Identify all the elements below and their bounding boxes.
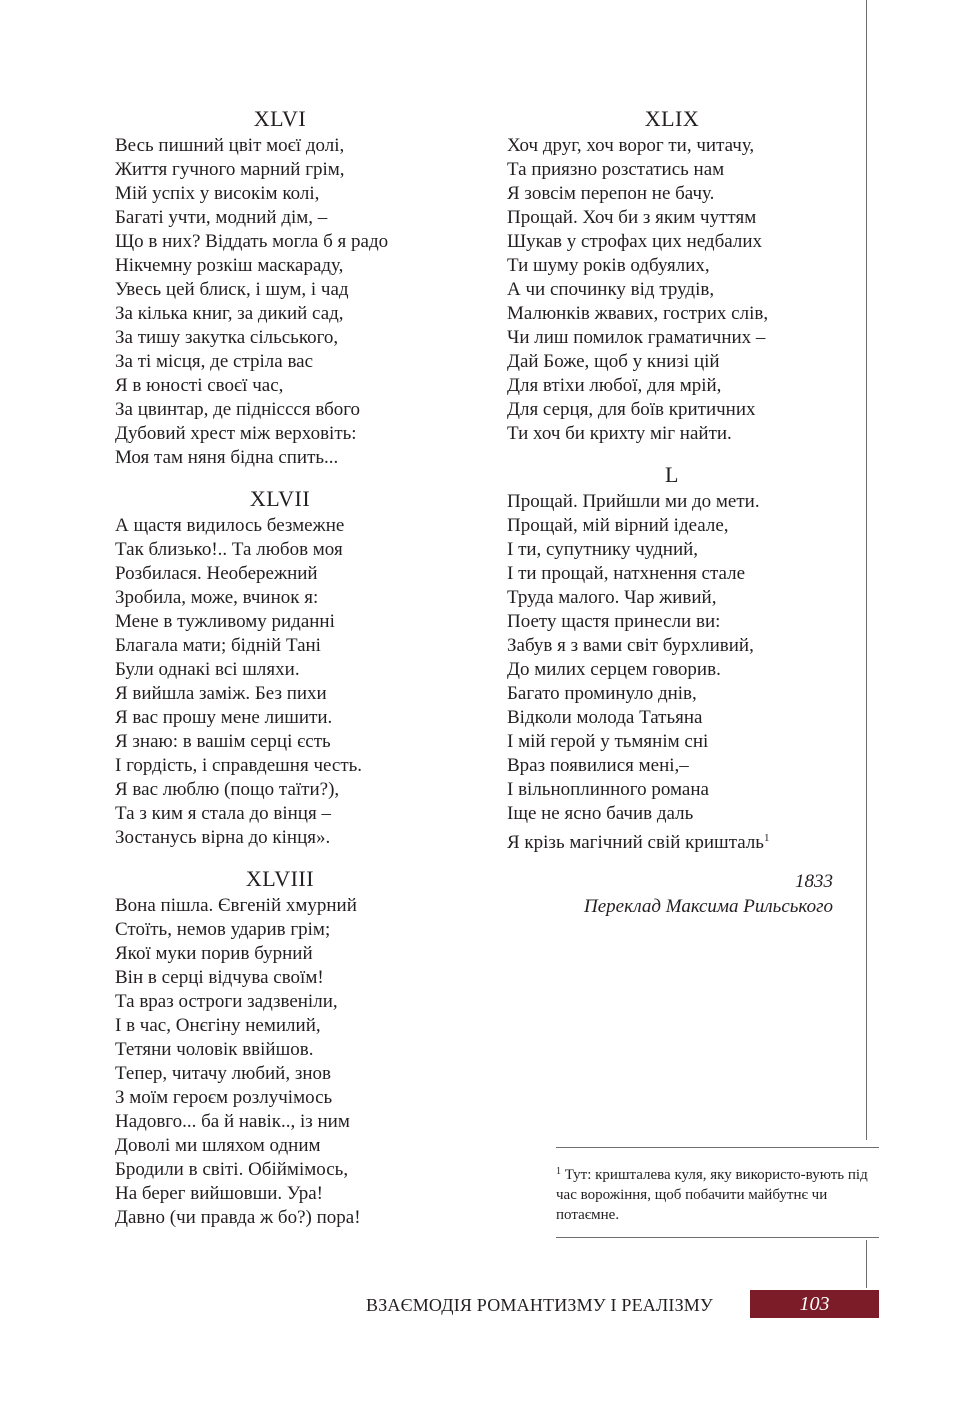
stanza-xlvi [115, 104, 445, 470]
verse-line: І ти, супутнику чудний, [507, 539, 699, 560]
verse-line: Для втіхи любої, для мрій, [507, 375, 722, 396]
stanza-title: XLIX [644, 106, 700, 131]
verse-line: Мене в тужливому риданні [115, 611, 335, 632]
verse-line: Надовго... ба й навік.., із ним [115, 1111, 350, 1132]
left-column [115, 104, 445, 1244]
right-column [507, 104, 837, 919]
verse-line: Так близько!.. Та любов моя [115, 539, 343, 560]
verse-line: Іще не ясно бачив даль [507, 803, 694, 824]
stanza-title: XLVI [253, 106, 307, 131]
footnote-reference[interactable]: 1 [763, 832, 770, 844]
verse-line: І в час, Онєгіну немилий, [115, 1015, 321, 1036]
verse-line: А щастя видилось безмежне [115, 515, 345, 536]
verse-line: Та враз остроги задзвеніли, [115, 991, 338, 1012]
verse-line: За цвинтар, де підніссся вбого [115, 399, 361, 420]
running-footer-title: ВЗАЄМОДІЯ РОМАНТИЗМУ І РЕАЛІЗМУ [366, 1295, 713, 1315]
verse-line: Відколи молода Татьяна [507, 707, 703, 728]
verse-line: Були однакі всі шляхи. [115, 659, 300, 680]
verse-line: Поету щастя принесли ви: [507, 611, 721, 632]
stanza-l [507, 460, 837, 855]
verse-line: Зробила, може, вчинок я: [115, 587, 319, 608]
footnote [556, 1147, 879, 1238]
verse-line: Тепер, читачу любий, знов [115, 1063, 331, 1084]
verse-line: Нікчемну розкіш маскараду, [115, 255, 344, 276]
verse-line: Враз появилися мені,– [507, 755, 689, 776]
verse-line: Бродили в світі. Обіймімось, [115, 1159, 349, 1180]
verse-line: А чи спочинку від трудів, [507, 279, 715, 300]
verse-line: За кілька книг, за дикий сад, [115, 303, 344, 324]
verse-line: Якої муки порив бурний [115, 943, 313, 964]
verse-line: Ти шуму років одбуялих, [507, 255, 710, 276]
margin-rule-bottom [866, 1240, 867, 1288]
verse-line: Прощай. Хоч би з яким чуттям [507, 207, 757, 228]
verse-line: Я вас прошу мене лишити. [115, 707, 333, 728]
verse-line: Та приязно розстатись нам [507, 159, 725, 180]
verse-line: І гордість, і справдешня честь. [115, 755, 363, 776]
verse-line: До милих серцем говорив. [507, 659, 721, 680]
stanza-xlix [507, 104, 837, 446]
verse-line: Малюнків жвавих, гострих слів, [507, 303, 769, 324]
verse-line: Стоїть, немов ударив грім; [115, 919, 331, 940]
verse-line: Хоч друг, хоч ворог ти, читачу, [507, 135, 755, 156]
verse-line: Моя там няня бідна спить... [115, 447, 339, 468]
verse-line: Труда малого. Чар живий, [507, 587, 717, 608]
verse-line: Давно (чи правда ж бо?) пора! [115, 1207, 361, 1228]
stanza-title: XLVIII [245, 866, 315, 891]
verse-line: Ти хоч би крихту міг найти. [507, 423, 732, 444]
verse-line: І вільноплинного романа [507, 779, 709, 800]
verse-line: Увесь цей блиск, і шум, і чад [115, 279, 349, 300]
verse-line: За тишу закутка сільського, [115, 327, 339, 348]
verse-line: Багато проминуло днів, [507, 683, 697, 704]
footnote-text: Тут: кришталева куля, яку використо-вують під час ворожіння, щоб побачити майбутнє чи потаємне. [556, 1167, 868, 1223]
verse-line: Я зовсім перепон не бачу. [507, 183, 715, 204]
verse-line: Благала мати; бідній Тані [115, 635, 321, 656]
verse-line: Життя гучного марний грім, [115, 159, 345, 180]
verse-line: Та з ким я стала до вінця – [115, 803, 331, 824]
verse-line: Весь пишний цвіт моєї долі, [115, 135, 345, 156]
verse-line: Для серця, для боїв критичних [507, 399, 756, 420]
page-number: 103 [750, 1290, 879, 1318]
verse-line: Забув я з вами світ бурхливий, [507, 635, 754, 656]
verse-line: Я в юності своєї час, [115, 375, 284, 396]
verse-line: Розбилася. Необережний [115, 563, 318, 584]
verse-line: Мій успіх у високім колі, [115, 183, 320, 204]
verse-line: Я знаю: в вашім серці єсть [115, 731, 331, 752]
signature [507, 869, 833, 919]
verse-line: Зостанусь вірна до кінця». [115, 827, 331, 848]
verse-line: Чи лиш помилок граматичних – [507, 327, 766, 348]
verse-line-last [507, 826, 837, 855]
verse-line: Я вийшла заміж. Без пихи [115, 683, 327, 704]
verse-line: За ті місця, де стріла вас [115, 351, 314, 372]
verse-line: Вона пішла. Євгеній хмурний [115, 895, 357, 916]
verse-line: Дай Боже, щоб у книзі цій [507, 351, 720, 372]
stanza-xlviii [115, 864, 445, 1230]
verse-line: Багаті учти, модний дім, – [115, 207, 328, 228]
verse-line: Шукав у строфах цих недбалих [507, 231, 762, 252]
verse-line: З моїм героєм розлучімось [115, 1087, 333, 1108]
verse-line: Що в них? Віддать могла б я радо [115, 231, 389, 252]
verse-line: Доволі ми шляхом одним [115, 1135, 321, 1156]
stanza-title: L [665, 462, 679, 487]
verse-line: На берег вийшовши. Ура! [115, 1183, 323, 1204]
verse-line: Прощай. Прийшли ми до мети. [507, 491, 760, 512]
verse-line: Я вас люблю (пощо таїти?), [115, 779, 340, 800]
signature-year: 1833 [795, 871, 833, 892]
footnote-mark: 1 [556, 1166, 561, 1177]
verse-line: І ти прощай, натхнення стале [507, 563, 746, 584]
verse-line-text: Я крізь магічний свій кришталь [507, 832, 764, 853]
verse-line: Він в серці відчува своїм! [115, 967, 324, 988]
stanza-xlvii [115, 484, 445, 850]
verse-line: Тетяни чоловік ввійшов. [115, 1039, 314, 1060]
stanza-title: XLVII [249, 486, 311, 511]
margin-rule-top [866, 0, 867, 1140]
verse-line: Прощай, мій вірний ідеале, [507, 515, 729, 536]
verse-line: Дубовий хрест між верховіть: [115, 423, 357, 444]
signature-translator: Переклад Максима Рильського [584, 896, 833, 917]
verse-line: І мій герой у тьмянім сні [507, 731, 709, 752]
